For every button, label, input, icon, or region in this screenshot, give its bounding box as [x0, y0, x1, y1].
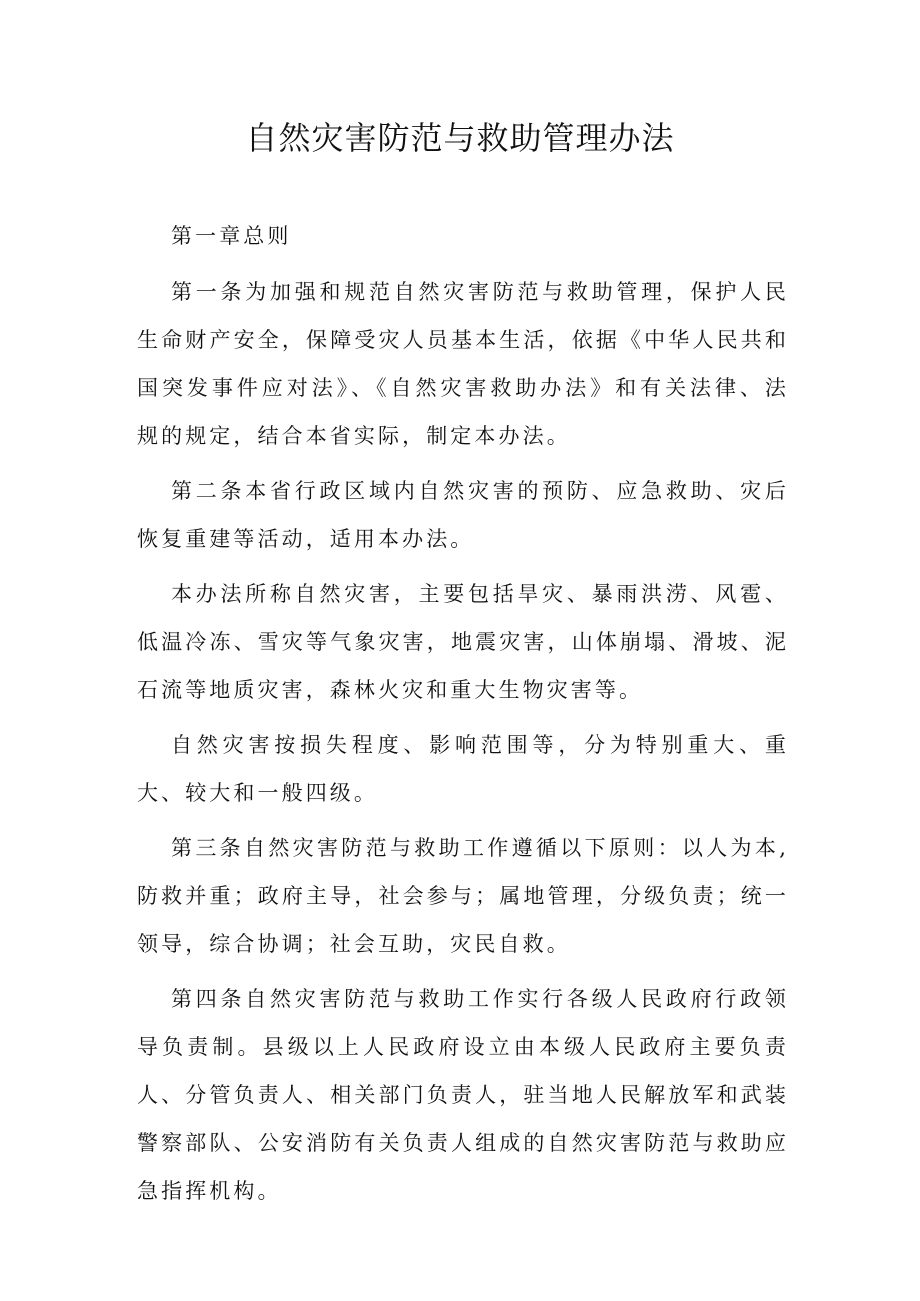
document-title: 自然灾害防范与救助管理办法: [245, 119, 675, 157]
article-4-paragraph: 第四条自然灾害防范与救助工作实行各级人民政府行政领导负责制。县级以上人民政府设立由本级人民政府主要负责人、分管负责人、相关部门负责人，驻当地人民解放军和武装警察部队、公安消防有关负责人组成的自然灾害防范与救助应急指挥机构。: [137, 987, 789, 1203]
chapter-heading: 第一章总则: [171, 224, 292, 248]
disaster-levels-paragraph: 自然灾害按损失程度、影响范围等，分为特别重大、重大、较大和一般四级。: [137, 733, 789, 805]
document-body: [137, 212, 789, 1222]
article-1-paragraph: 第一条为加强和规范自然灾害防范与救助管理，保护人民生命财产安全，保障受灾人员基本生活，依据《中华人民共和国突发事件应对法》、《自然灾害救助办法》和有关法律、法规的规定，结合本省实际，制定本办法。: [137, 280, 789, 448]
article-2-paragraph: 第二条本省行政区域内自然灾害的预防、应急救助、灾后恢复重建等活动，适用本办法。: [137, 479, 789, 551]
article-3-paragraph: 第三条自然灾害防范与救助工作遵循以下原则：以人为本,防救并重；政府主导，社会参与；属地管理，分级负责；统一领导，综合协调；社会互助，灾民自救。: [137, 836, 789, 956]
disaster-types-paragraph: 本办法所称自然灾害，主要包括旱灾、暴雨洪涝、风雹、低温冷冻、雪灾等气象灾害，地震灾害，山体崩塌、滑坡、泥石流等地质灾害，森林火灾和重大生物灾害等。: [137, 582, 789, 702]
